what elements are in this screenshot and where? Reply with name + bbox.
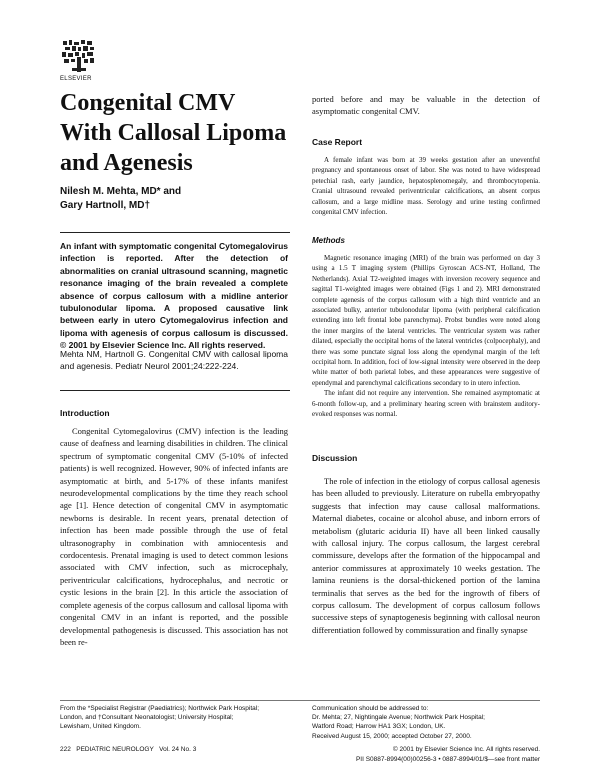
discussion-body [312,475,540,636]
divider [60,390,290,391]
correspondence-footnote [312,704,542,741]
abstract: An infant with symptomatic congenital Cytomegalovirus infection is reported. After the detection of abnormalities on cranial ultrasound scanning, magnetic resonance imaging of the brain revealed a complete absence of corpus callosum with a midline anterior tubulonodular lipoma. A proposed causative link between early in utero Cytomegalovirus infection and lipoma with agenesis of corpus callosum is discussed. © 2001 by Elsevier Science Inc. All rights reserved. [60,241,288,351]
page-footer-left: 222 PEDIATRIC NEUROLOGY Vol. 24 No. 3 [60,746,197,753]
publisher-logo-text: ELSEVIER [60,76,92,82]
affiliation-line: From the *Specialist Registrar (Paediatrics); Northwick Park Hospital; [60,705,260,712]
correspondence-line: Dr. Mehta; 27, Nightingale Avenue; Northwick Park Hospital; [312,714,485,722]
case-report-body [312,155,540,217]
correspondence-line: Communication should be addressed to: [312,705,429,712]
affiliation-line: London, and †Consultant Neonatologist; University Hospital; [60,714,234,722]
citation: Mehta NM, Hartnoll G. Congenital CMV with callosal lipoma and agenesis. Pediatr Neurol 2001;24:222-224. [60,349,288,372]
methods-paragraph-1: Magnetic resonance imaging (MRI) of the brain was performed on day 3 using a 1.5 T imaging system (Phillips Gyroscan ACS-NT, Holland, The Netherlands). Axial T2-weighted images with inversion recovery sequence and sagittal T1-weighted images were obtained (Figs 1 and 2). MRI demonstrated complete agenesis of the corpus callosum with a high third ventricle and an associated bulky, anterior tubulonodular lipoma (with peripheral calcification extending into left frontal lobe parenchyma). Probst bundles were noted along the inner margins of the lateral ventricles. The ventricular system was rather dilated, especially the occipital horns of the lateral ventricles (colpocephaly), and there was some punctate signal loss along the ependymal margin of the left occipital horn. In addition, foci of low-signal intensity were observed in the deep white matter of both parietal lobes, and these appearances were suggestive of ependymal and parenchymal calcifications secondary to in utero infection. [312,254,540,387]
section-heading-discussion: Discussion [312,453,358,463]
discussion-paragraph: The role of infection in the etiology of corpus callosal agenesis has been alluded to previously. Literature on rubella embryopathy suggests that infection may cause callosal malformations. Maternal diabetes, cocaine or alcohol abuse, and inborn errors of metabolism (glutaric aciduria II) have all been linked causally with callosal injury. The corpus callosum, the largest cerebral commissure, develops after the formation of the hippocampal and anterior commissures at approximately 10 weeks gestation. The lamina reuniens is the dorsal-thickened portion of the lamina terminalis that serves as the bed for the ingrowth of fibers of corpus callosum. The development of corpus callosum follows successive steps of synaptogenesis beginning with callosal neuron differentiation followed by commissuration and finally synapse [312,476,540,635]
author-line-2: Gary Hartnoll, MD† [60,200,151,211]
elsevier-tree-logo-icon [60,38,98,74]
introduction-paragraph: Congenital Cytomegalovirus (CMV) infection is the leading cause of deafness and learning disabilities in children. The clinical spectrum of symptomatic congenital CMV (5-10% of infected patients) is well recognized. However, 90% of infected infants are asymptomatic at birth, and 5-17% of these infants manifest neurodevelopmental complications by the time they reach school age [1]. Hence detection of congenital CMV in asymptomatic newborns is desirable. In recent years, prenatal detection of infection has been made possible through the use of fetal ultrasonography in combination with amniocentesis and cordocentesis. Prenatal imaging is used to detect common lesions associated with CMV infection, such as microcephaly, periventricular calcifications, hydrocephalus, and necrotic or cystic lesions in the brain [2]. In this article the association of complete agenesis of the corpus callosum and callosal lipoma with congenital CMV in an infant is reported, and the possible developmental pathogenesis is discussed. This association has not been re- [60,426,288,647]
copyright-line: © 2001 by Elsevier Science Inc. All rights reserved. [392,746,540,753]
intro-continued-text: ported before and may be valuable in the detection of asymptomatic congenital CMV. [312,94,540,117]
authors [60,185,290,213]
section-heading-methods: Methods [312,236,345,245]
methods-paragraph-2: The infant did not require any intervention. She remained asymptomatic at 6-month follow-up, and a preliminary hearing screen with brainstem auditory-evoked responses was normal. [312,389,540,419]
section-heading-introduction: Introduction [60,408,110,418]
article-title: Congenital CMV With Callosal Lipoma and Agenesis [60,90,287,176]
affiliation-line: Lewisham, United Kingdom. [60,723,141,731]
affiliation-footnote [60,704,300,732]
pii-line: PII S0887-8994(00)00256-3 • 0887-8994/01/$—see front matter [355,756,540,763]
introduction-body [60,425,288,648]
author-line-1: Nilesh M. Mehta, MD* and [60,186,182,197]
divider [60,232,290,233]
methods-body [312,253,540,420]
section-heading-case-report: Case Report [312,137,363,147]
received-dates: Received August 15, 2000; accepted October 27, 2000. [312,732,472,740]
introduction-continued [312,93,540,118]
case-report-paragraph: A female infant was born at 39 weeks gestation after an uneventful pregnancy and spontaneous onset of labor. She was noted to have widespread petechial rash, early jaundice, hepatosplenomegaly, and thrombocytopenia. Cranial ultrasound revealed periventricular calcifications, an absent corpus callosum, and a large midline mass. Serology and urine testing confirmed congenital CMV infection. [312,156,540,217]
footnote-divider [60,700,540,701]
correspondence-line: Watford Road; Harrow HA1 3GX; London, UK. [312,723,446,731]
